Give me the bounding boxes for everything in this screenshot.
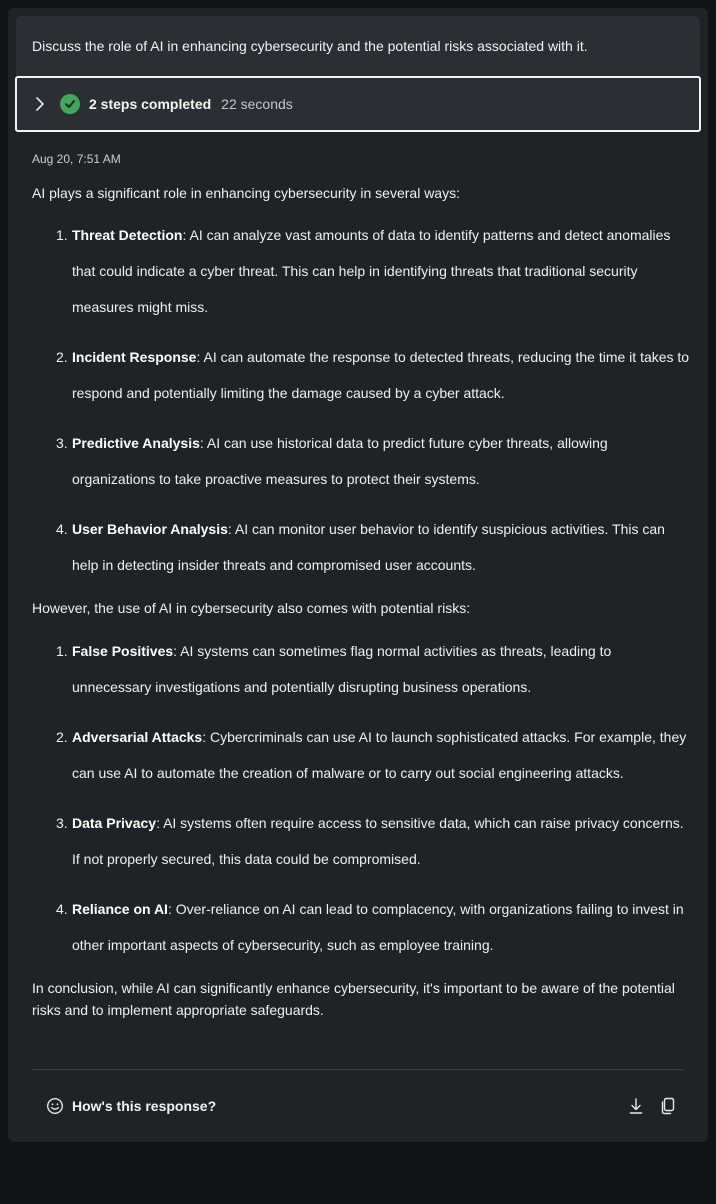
list-item-title: Threat Detection bbox=[72, 227, 183, 243]
list-item bbox=[32, 891, 692, 963]
list-item-title: Data Privacy bbox=[72, 815, 157, 831]
chevron-right-icon[interactable] bbox=[33, 97, 47, 111]
list-item bbox=[32, 339, 692, 411]
risks-intro: However, the use of AI in cybersecurity also comes with potential risks: bbox=[32, 600, 471, 616]
risks-list bbox=[32, 633, 692, 963]
list-item-title: Adversarial Attacks bbox=[72, 729, 203, 745]
list-item-text: : AI can analyze vast amounts of data to identify patterns and detect anomalies that could indicate a cyber threat. This can help in identifying threats that traditional security measures might miss. bbox=[72, 227, 671, 315]
list-number: 2. bbox=[56, 729, 68, 745]
smiley-icon bbox=[46, 1097, 64, 1115]
list-item bbox=[32, 805, 692, 877]
list-item bbox=[32, 633, 692, 705]
response-panel bbox=[8, 8, 708, 1142]
steps-label: 2 steps completed bbox=[89, 96, 212, 112]
list-item-text: : AI systems can sometimes flag normal activities as threats, leading to unnecessary investigations and potentially disrupting business operations. bbox=[72, 643, 612, 695]
download-icon[interactable] bbox=[627, 1097, 645, 1115]
list-item-title: Incident Response bbox=[72, 349, 197, 365]
list-item-text: : AI can use historical data to predict future cyber threats, allowing organizations to take proactive measures to protect their systems. bbox=[72, 435, 608, 487]
list-item-title: Reliance on AI bbox=[72, 901, 168, 917]
list-item-title: False Positives bbox=[72, 643, 174, 659]
benefits-list bbox=[32, 217, 692, 583]
list-number: 3. bbox=[56, 815, 68, 831]
list-item-text: : Over-reliance on AI can lead to complacency, with organizations failing to invest in other important aspects of cybersecurity, such as employee training. bbox=[72, 901, 684, 953]
list-item bbox=[32, 425, 692, 497]
list-item-title: Predictive Analysis bbox=[72, 435, 200, 451]
list-number: 1. bbox=[56, 643, 68, 659]
response-timestamp: Aug 20, 7:51 AM bbox=[32, 152, 121, 166]
prompt-text: Discuss the role of AI in enhancing cybersecurity and the potential risks associated with it. bbox=[32, 38, 588, 54]
list-item-text: : Cybercriminals can use AI to launch sophisticated attacks. For example, they can use AI to automate the creation of malware or to carry out social engineering attacks. bbox=[72, 729, 687, 781]
list-number: 1. bbox=[56, 227, 68, 243]
list-item-text: : AI systems often require access to sensitive data, which can raise privacy concerns. If not properly secured, this data could be compromised. bbox=[72, 815, 684, 867]
copy-icon[interactable] bbox=[659, 1097, 677, 1115]
footer-divider bbox=[32, 1069, 684, 1070]
steps-duration: 22 seconds bbox=[221, 96, 293, 112]
list-number: 4. bbox=[56, 521, 68, 537]
list-number: 4. bbox=[56, 901, 68, 917]
check-circle-icon bbox=[60, 94, 80, 114]
response-conclusion: In conclusion, while AI can significantly enhance cybersecurity, it's important to be aware of the potential risks and to implement appropriate safeguards. bbox=[32, 980, 675, 1018]
list-item bbox=[32, 511, 692, 583]
list-item-text: : AI can monitor user behavior to identify suspicious activities. This can help in detecting insider threats and compromised user accounts. bbox=[72, 521, 665, 573]
list-item bbox=[32, 217, 692, 325]
steps-summary-toggle[interactable] bbox=[15, 76, 701, 132]
list-number: 3. bbox=[56, 435, 68, 451]
list-number: 2. bbox=[56, 349, 68, 365]
list-item-title: User Behavior Analysis bbox=[72, 521, 228, 537]
feedback-label: How's this response? bbox=[72, 1098, 217, 1114]
list-item bbox=[32, 719, 692, 791]
user-prompt bbox=[16, 16, 700, 76]
list-item-text: : AI can automate the response to detected threats, reducing the time it takes to respond and potentially limiting the damage caused by a cyber attack. bbox=[72, 349, 690, 401]
feedback-button[interactable] bbox=[46, 1097, 216, 1115]
response-intro: AI plays a significant role in enhancing cybersecurity in several ways: bbox=[32, 185, 460, 201]
